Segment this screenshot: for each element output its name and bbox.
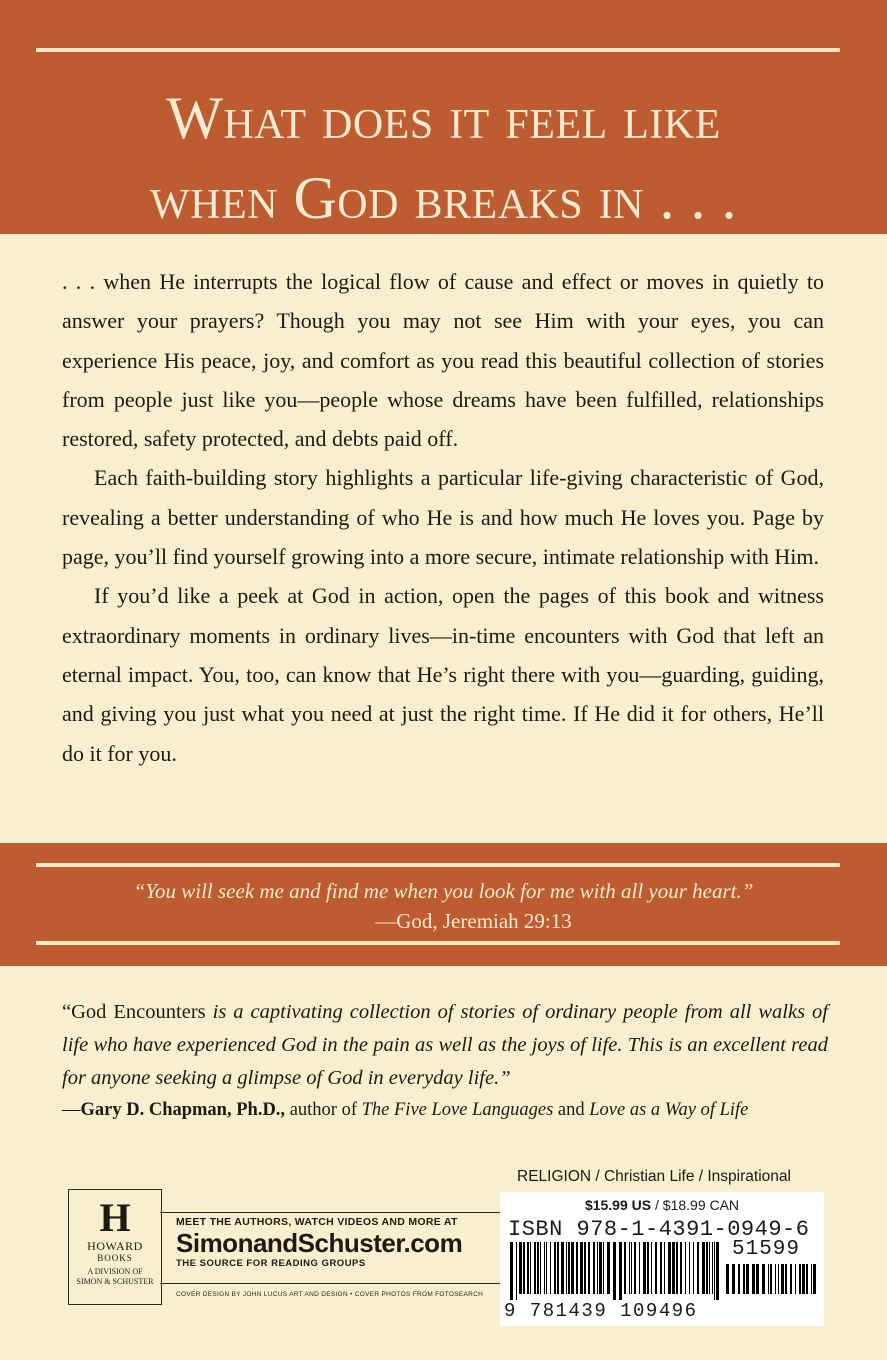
barcode-bar [693,1242,694,1294]
barcode-bar [790,1264,792,1294]
barcode-bar [714,1242,715,1300]
price-line [500,1197,824,1213]
barcode-bar [778,1264,779,1294]
barcode-bar [702,1242,705,1294]
barcode-bar [576,1242,578,1294]
barcode-bar [554,1242,556,1294]
promo-groups-text: THE SOURCE FOR READING GROUPS [176,1258,366,1269]
barcode-bar [550,1242,551,1294]
barcode-bar [571,1242,574,1294]
description-paragraph-2: Each faith-building story highlights a particular life-giving characteristic of God, revealing a better understanding of who He is and how much He loves you. Page by page, you’ll find yourself growing into a more secure, intimate relationship with Him. [62,465,824,570]
publisher-imprint: BOOKS [97,1253,133,1263]
price-can: / $18.99 CAN [651,1197,740,1213]
division-line-1: A DIVISION OF [87,1267,143,1276]
category-label: RELIGION / Christian Life / Inspirational [517,1168,791,1185]
barcode-bar [752,1264,755,1294]
promo-block [176,1216,462,1269]
division-line-2: SIMON & SCHUSTER [76,1277,154,1286]
promo-meet-text: MEET THE AUTHORS, WATCH VIDEOS AND MORE AT [176,1216,458,1228]
attribution-and: and [553,1100,590,1120]
barcode-bar [802,1264,805,1294]
barcode-bar [799,1264,801,1294]
barcode-bar [619,1242,622,1300]
barcode-bar [624,1242,626,1294]
addon-number: 51599 [732,1238,801,1261]
barcode-bar [519,1242,522,1294]
barcode-bar [732,1264,735,1294]
headline [0,78,887,238]
barcode-bar [811,1264,812,1294]
scripture-quote [0,876,887,936]
barcode-bar [806,1264,808,1294]
barcode-bar [634,1242,636,1294]
description-paragraph-3: If you’d like a peek at God in action, open the pages of this book and witness extraordinary moments in ordinary lives—in-time encounters with God that left an eternal impact. You, too, can know that He’s right there with you—guarding, guiding, and giving you just what you need at just the right time. If He did it for others, He’ll do it for you. [62,583,824,766]
barcode-bar [660,1242,662,1294]
barcode-bar [557,1242,559,1294]
endorser-book-1: The Five Love Languages [361,1100,554,1120]
barcode-bar [516,1242,517,1300]
barcode-bar [561,1242,564,1294]
barcode-bar [597,1242,598,1294]
barcode-bar [726,1264,729,1294]
endorsement-book-title: “God Encounters [62,1001,206,1023]
barcode-bar [530,1242,531,1294]
scripture-top-rule [36,863,840,867]
barcode-bar [510,1242,513,1300]
promo-bottom-rule [160,1283,500,1284]
endorser-book-2: Love as a Way of Life [589,1100,749,1120]
endorsement-attribution [62,1097,828,1123]
barcode-bar [697,1242,699,1294]
barcode-bar [546,1242,547,1294]
cover-credits: COVER DESIGN BY JOHN LUCUS ART AND DESIGN • COVER PHOTOS FROM FOTOSEARCH [176,1291,484,1298]
isbn-text: ISBN 978-1-4391-0949-6 [508,1217,810,1242]
barcode-panel [500,1192,824,1326]
addon-barcode [726,1264,818,1300]
barcode-bar [651,1242,652,1294]
barcode-bar [566,1242,567,1294]
barcode-bar [795,1264,796,1294]
ean-number: 9 781439 109496 [504,1300,698,1322]
barcode-bar [643,1242,646,1294]
barcode-bar [647,1242,649,1294]
attribution-dash: — [62,1100,81,1120]
barcode-bar [568,1242,570,1294]
barcode-bar [668,1242,671,1294]
description [62,262,824,773]
barcode-bar [544,1242,545,1294]
barcode-bar [580,1242,583,1294]
barcode-bar [540,1242,541,1294]
publisher-mark: H [99,1195,131,1240]
barcode-bar [672,1242,675,1294]
barcode-bar [685,1242,686,1294]
barcode-bar [709,1242,710,1294]
barcode-bar [523,1242,525,1294]
barcode-bar [762,1264,765,1294]
barcode-bar [785,1264,787,1294]
headline-top-rule [36,48,840,52]
headline-line-2: when God breaks in . . . [150,165,737,231]
barcode-bar [706,1242,708,1294]
barcode-bar [588,1242,590,1294]
barcode-bar [639,1242,640,1294]
barcode-bar [746,1264,749,1294]
endorser-name: Gary D. Chapman, Ph.D., [80,1100,286,1120]
barcode-bar [599,1242,602,1294]
barcode-bar [770,1264,772,1294]
promo-website: SimonandSchuster.com [176,1228,463,1258]
scripture-attribution: —God, Jeremiah 29:13 [375,909,572,933]
price-us: $15.99 US [584,1197,652,1213]
scripture-bottom-rule [36,941,840,945]
attribution-author-of: author of [285,1100,362,1120]
endorsement-body: is a captivating collection of stories of ordinary people from all walks of life who have experienced God in the pain as well as the joys of life. This is an excellent read for anyone seeking a glimpse of God in everyday life.” [62,1001,828,1089]
endorsement [62,996,828,1123]
barcode-bar [607,1242,610,1294]
barcode-bar [768,1264,769,1294]
barcode-bar [655,1242,657,1294]
barcode-bar [584,1242,586,1294]
description-paragraph-1: . . . when He interrupts the logical flow of cause and effect or moves in quietly to answer your prayers? Though you may not see Him with your eyes, you can experience His peace, joy, and comfort as you read this beautiful collection of stories from people just like you—people whose dreams have been fulfilled, relationships restored, safety protected, and debts paid off. [62,269,824,452]
publisher-logo [68,1189,162,1305]
barcode-bar [676,1242,678,1294]
barcode-bar [680,1242,682,1294]
ean-barcode [510,1242,722,1300]
endorsement-text [62,996,828,1095]
barcode-bar [813,1264,816,1294]
barcode-bar [613,1242,616,1300]
barcode-bar [664,1242,665,1294]
barcode-bar [534,1242,536,1294]
barcode-bar [537,1242,539,1294]
barcode-bar [775,1264,776,1294]
barcode-bar [712,1242,713,1294]
barcode-bar [756,1264,759,1294]
barcode-bar [629,1242,630,1294]
barcode-bar [716,1242,719,1300]
barcode-bar [743,1264,745,1294]
barcode-bar [781,1264,784,1294]
barcode-bar [631,1242,632,1294]
publisher-name: HOWARD [87,1239,143,1253]
headline-line-1: What does it feel like [166,85,721,151]
barcode-bar [738,1264,740,1294]
barcode-bar [603,1242,604,1294]
barcode-bar [527,1242,529,1294]
publisher-division [69,1267,161,1287]
barcode-bar [689,1242,690,1294]
barcode-bar [593,1242,595,1294]
promo-top-rule [160,1212,500,1213]
scripture-text: “You will seek me and find me when you look for me with all your heart.” [133,879,754,903]
